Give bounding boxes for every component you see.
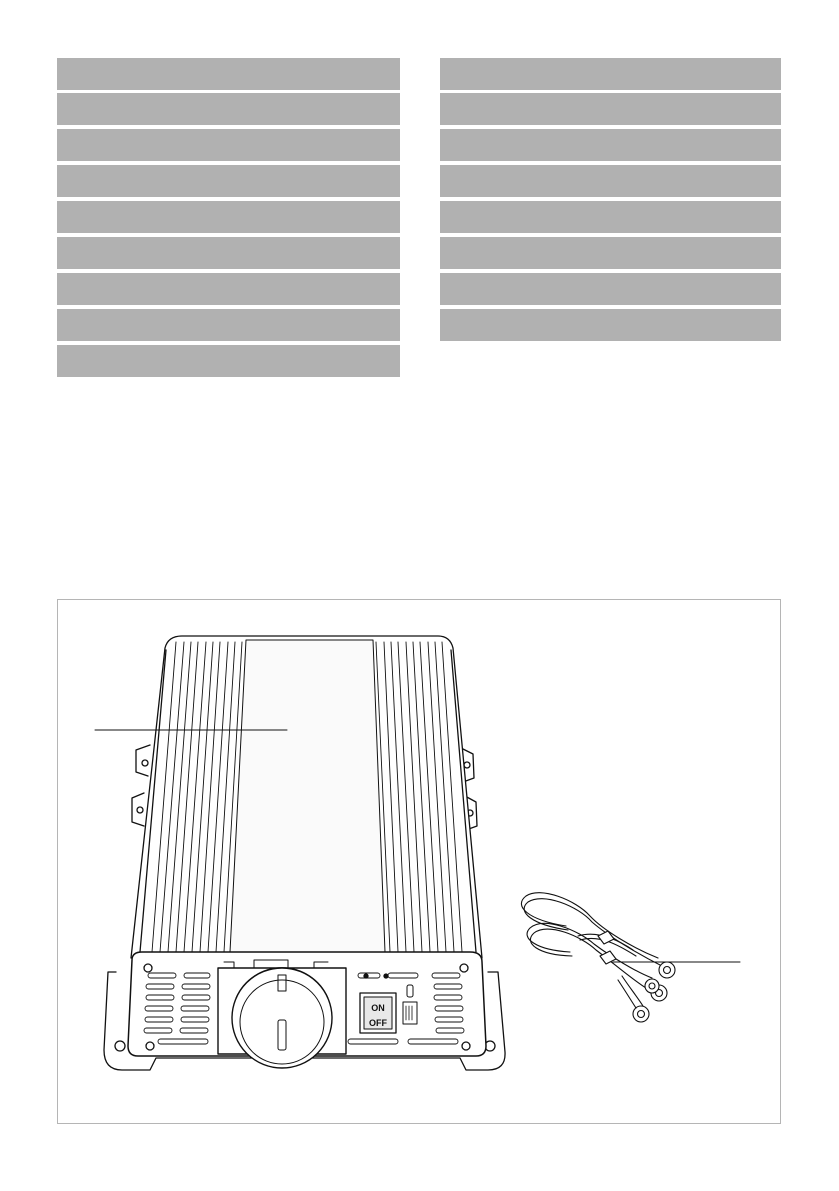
language-bar <box>57 201 400 233</box>
inverter-housing <box>131 636 482 958</box>
language-bar <box>57 345 400 377</box>
language-bar <box>440 237 781 269</box>
language-bar <box>57 273 400 305</box>
language-bar <box>57 165 400 197</box>
language-bar <box>440 165 781 197</box>
language-bar <box>57 58 400 90</box>
language-bar <box>440 129 781 161</box>
product-figure <box>57 599 781 1124</box>
language-bar <box>57 237 400 269</box>
language-bar <box>57 93 400 125</box>
language-bar <box>440 309 781 341</box>
language-bar <box>440 93 781 125</box>
switch-on-label: ON <box>371 1003 385 1013</box>
language-bar <box>440 58 781 90</box>
language-bar <box>57 309 400 341</box>
ac-socket <box>218 960 346 1068</box>
language-bar <box>440 201 781 233</box>
language-bar <box>440 273 781 305</box>
inverter-illustration <box>58 600 782 1125</box>
switch-off-label: OFF <box>369 1018 387 1028</box>
language-bar <box>57 129 400 161</box>
battery-cables <box>521 893 675 1022</box>
